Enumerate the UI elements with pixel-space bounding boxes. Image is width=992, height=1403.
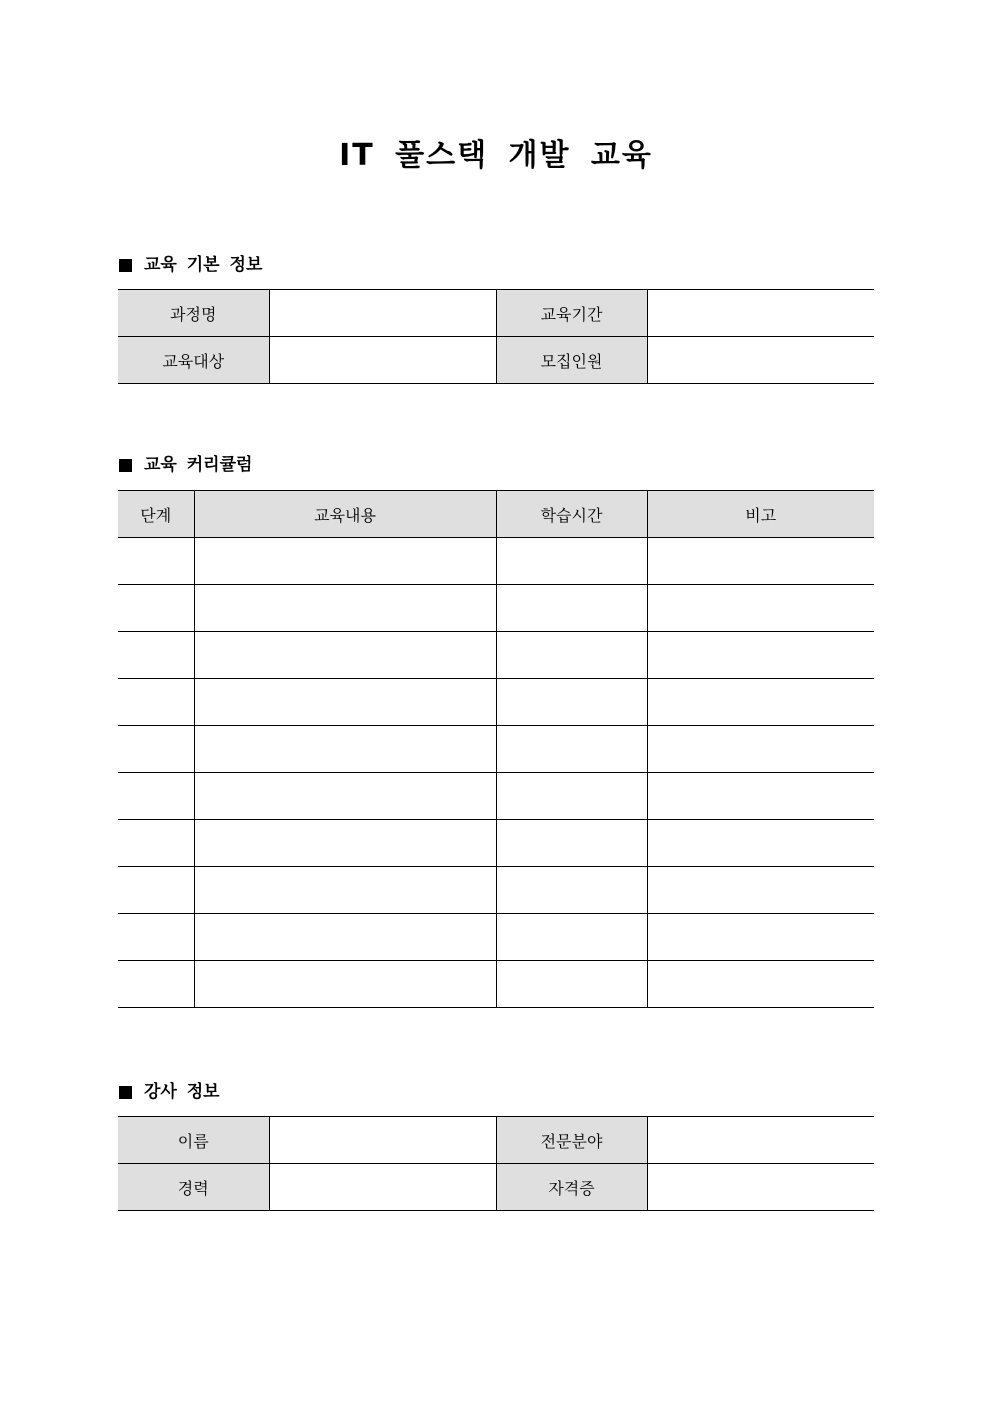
name-label: 이름	[118, 1117, 269, 1164]
course-name-field[interactable]	[269, 290, 496, 337]
table-row	[118, 585, 874, 632]
content-cell[interactable]	[194, 632, 496, 679]
instructor-heading-text: 강사 정보	[144, 1082, 220, 1102]
content-cell[interactable]	[194, 867, 496, 914]
stage-cell[interactable]	[118, 538, 194, 585]
column-header-hours: 학습시간	[496, 491, 647, 538]
table-row	[118, 961, 874, 1008]
content-cell[interactable]	[194, 820, 496, 867]
stage-cell[interactable]	[118, 820, 194, 867]
stage-cell[interactable]	[118, 726, 194, 773]
content-cell[interactable]	[194, 679, 496, 726]
remarks-cell[interactable]	[647, 538, 874, 585]
basic-info-heading-text: 교육 기본 정보	[144, 255, 263, 275]
name-field[interactable]	[269, 1117, 496, 1164]
hours-cell[interactable]	[496, 726, 647, 773]
table-row	[118, 1117, 874, 1164]
stage-cell[interactable]	[118, 773, 194, 820]
specialty-field[interactable]	[647, 1117, 874, 1164]
square-bullet-icon	[119, 259, 132, 272]
column-header-content: 교육내용	[194, 491, 496, 538]
table-row	[118, 820, 874, 867]
training-period-label: 교육기간	[496, 290, 647, 337]
remarks-cell[interactable]	[647, 820, 874, 867]
table-row	[118, 773, 874, 820]
certification-field[interactable]	[647, 1164, 874, 1211]
basic-info-table	[118, 289, 874, 384]
stage-cell[interactable]	[118, 585, 194, 632]
content-cell[interactable]	[194, 585, 496, 632]
hours-cell[interactable]	[496, 585, 647, 632]
stage-cell[interactable]	[118, 961, 194, 1008]
hours-cell[interactable]	[496, 632, 647, 679]
hours-cell[interactable]	[496, 538, 647, 585]
instructor-table	[118, 1116, 874, 1211]
table-header-row	[118, 491, 874, 538]
instructor-heading	[119, 1080, 220, 1104]
basic-info-heading	[119, 253, 262, 277]
stage-cell[interactable]	[118, 867, 194, 914]
remarks-cell[interactable]	[647, 585, 874, 632]
square-bullet-icon	[119, 459, 132, 472]
hours-cell[interactable]	[496, 961, 647, 1008]
remarks-cell[interactable]	[647, 632, 874, 679]
hours-cell[interactable]	[496, 867, 647, 914]
curriculum-heading-text: 교육 커리큘럼	[144, 455, 253, 475]
document-title: IT 풀스택 개발 교육	[339, 138, 653, 173]
remarks-cell[interactable]	[647, 961, 874, 1008]
table-row	[118, 1164, 874, 1211]
content-cell[interactable]	[194, 914, 496, 961]
hours-cell[interactable]	[496, 914, 647, 961]
specialty-label: 전문분야	[496, 1117, 647, 1164]
curriculum-table	[118, 490, 874, 1008]
content-cell[interactable]	[194, 961, 496, 1008]
hours-cell[interactable]	[496, 773, 647, 820]
remarks-cell[interactable]	[647, 773, 874, 820]
stage-cell[interactable]	[118, 632, 194, 679]
table-row	[118, 867, 874, 914]
recruit-count-label: 모집인원	[496, 337, 647, 384]
table-row	[118, 337, 874, 384]
column-header-stage: 단계	[118, 491, 194, 538]
target-audience-label: 교육대상	[118, 337, 269, 384]
course-name-label: 과정명	[118, 290, 269, 337]
target-audience-field[interactable]	[269, 337, 496, 384]
stage-cell[interactable]	[118, 914, 194, 961]
remarks-cell[interactable]	[647, 726, 874, 773]
table-row	[118, 914, 874, 961]
remarks-cell[interactable]	[647, 679, 874, 726]
content-cell[interactable]	[194, 773, 496, 820]
certification-label: 자격증	[496, 1164, 647, 1211]
hours-cell[interactable]	[496, 820, 647, 867]
column-header-remarks: 비고	[647, 491, 874, 538]
content-cell[interactable]	[194, 538, 496, 585]
table-row	[118, 679, 874, 726]
table-row	[118, 726, 874, 773]
curriculum-body	[118, 538, 874, 1008]
stage-cell[interactable]	[118, 679, 194, 726]
hours-cell[interactable]	[496, 679, 647, 726]
content-cell[interactable]	[194, 726, 496, 773]
table-row	[118, 290, 874, 337]
square-bullet-icon	[119, 1086, 132, 1099]
training-period-field[interactable]	[647, 290, 874, 337]
remarks-cell[interactable]	[647, 914, 874, 961]
curriculum-heading	[119, 453, 252, 477]
table-row	[118, 538, 874, 585]
career-label: 경력	[118, 1164, 269, 1211]
recruit-count-field[interactable]	[647, 337, 874, 384]
career-field[interactable]	[269, 1164, 496, 1211]
table-row	[118, 632, 874, 679]
remarks-cell[interactable]	[647, 867, 874, 914]
